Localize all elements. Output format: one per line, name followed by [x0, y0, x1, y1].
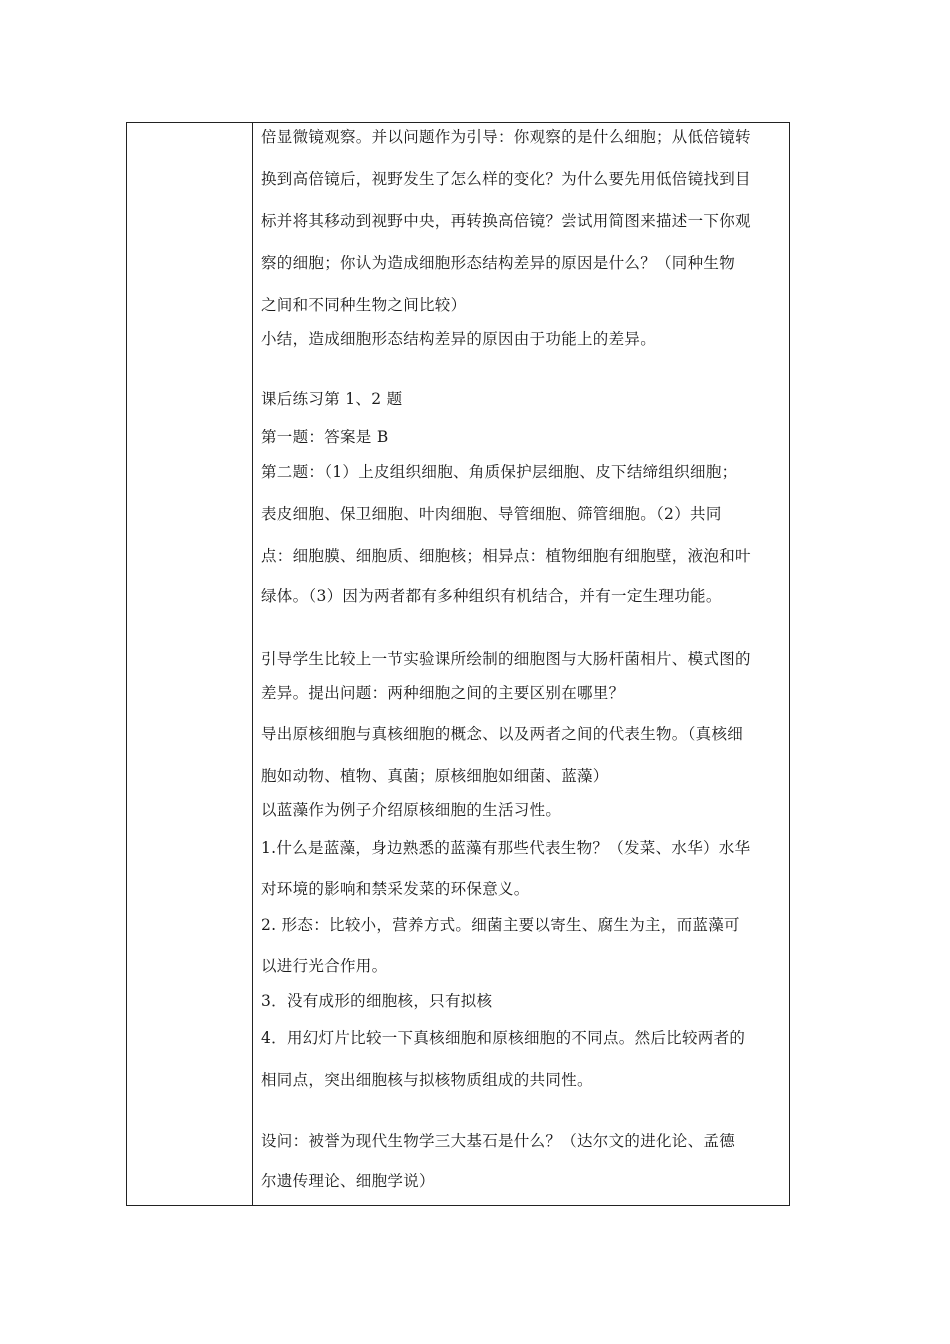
- text-line: 小结，造成细胞形态结构差异的原因由于功能上的差异。: [261, 330, 657, 348]
- text-line: 第二题：（1）上皮组织细胞、角质保护层细胞、皮下结缔组织细胞；: [261, 463, 738, 481]
- text-line: 对环境的影响和禁采发菜的环保意义。: [261, 880, 530, 898]
- text-line: 倍显微镜观察。并以问题作为引导：你观察的是什么细胞；从低倍镜转: [261, 128, 751, 146]
- text-line: 4．用幻灯片比较一下真核细胞和原核细胞的不同点。然后比较两者的: [261, 1029, 746, 1047]
- text-line: 察的细胞；你认为造成细胞形态结构差异的原因是什么？（同种生物: [261, 254, 736, 272]
- text-line: 绿体。（3）因为两者都有多种组织有机结合，并有一定生理功能。: [261, 587, 722, 605]
- text-line: 点：细胞膜、细胞质、细胞核；相异点：植物细胞有细胞壁，液泡和叶: [261, 547, 751, 565]
- table-left-column: [127, 123, 253, 1205]
- text-line: 表皮细胞、保卫细胞、叶肉细胞、导管细胞、筛管细胞。（2）共同: [261, 505, 722, 523]
- text-line: 以蓝藻作为例子介绍原核细胞的生活习性。: [261, 801, 562, 819]
- text-line: 尔遗传理论、细胞学说）: [261, 1172, 435, 1190]
- text-line: 差异。提出问题：两种细胞之间的主要区别在哪里？: [261, 684, 625, 702]
- text-line: 3．没有成形的细胞核，只有拟核: [261, 992, 493, 1010]
- text-line: 导出原核细胞与真核细胞的概念、以及两者之间的代表生物。（真核细: [261, 725, 744, 743]
- text-line: 引导学生比较上一节实验课所绘制的细胞图与大肠杆菌相片、模式图的: [261, 650, 751, 668]
- text-line: 设问：被誉为现代生物学三大基石是什么？（达尔文的进化论、孟德: [261, 1132, 736, 1150]
- text-line: 以进行光合作用。: [261, 957, 388, 975]
- text-line: 之间和不同种生物之间比较）: [261, 296, 467, 314]
- lesson-table: [126, 122, 790, 1206]
- text-line: 1.什么是蓝藻，身边熟悉的蓝藻有那些代表生物？（发菜、水华）水华: [261, 839, 751, 857]
- text-line: 课后练习第 1、2 题: [261, 390, 403, 408]
- text-line: 2. 形态：比较小，营养方式。细菌主要以寄生、腐生为主，而蓝藻可: [261, 916, 740, 934]
- text-line: 标并将其移动到视野中央，再转换高倍镜？尝试用简图来描述一下你观: [261, 212, 751, 230]
- table-content-column: [254, 123, 789, 1205]
- text-line: 相同点，突出细胞核与拟核物质组成的共同性。: [261, 1071, 593, 1089]
- text-line: 换到高倍镜后，视野发生了怎么样的变化？为什么要先用低倍镜找到目: [261, 170, 751, 188]
- text-line: 第一题：答案是 B: [261, 428, 389, 446]
- text-line: 胞如动物、植物、真菌；原核细胞如细菌、蓝藻）: [261, 767, 609, 785]
